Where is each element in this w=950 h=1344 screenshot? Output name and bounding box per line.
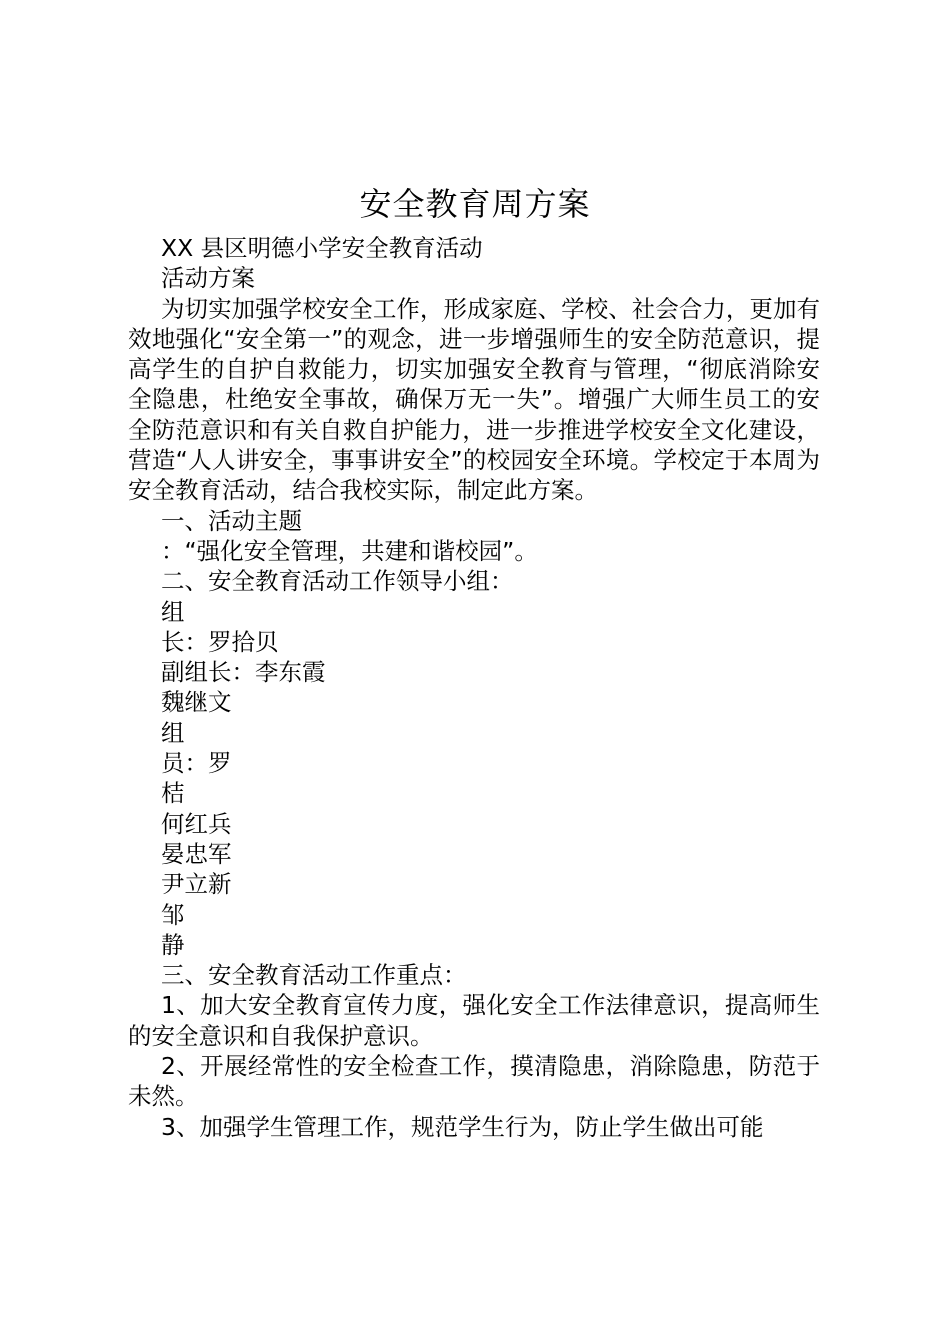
section-1-theme: ：“强化安全管理，共建和谐校园”。 [161, 536, 538, 565]
point-1: 1、加大安全教育宣传力度，强化安全工作法律意识，提高师生的安全意识和自我保护意识。 [128, 991, 820, 1050]
intro-paragraph: 为切实加强学校安全工作，形成家庭、学校、社会合力，更加有效地强化“安全第一”的观念，进一步增强师生的安全防范意识，提高学生的自护自救能力，切实加强安全教育与管理，“彻底消除安全隐患，杜绝安全事故，确保万无一失”。增强广大师生员工的安全防范意识和有关自救自护能力，进一步推进学校安全文化建设，营造“人人讲安全，事事讲安全”的校园安全环境。学校定于本周为安全教育活动，结合我校实际，制定此方案。 [128, 294, 820, 505]
group-line: 尹立新 [161, 870, 232, 899]
point-2: 2、开展经常性的安全检查工作，摸清隐患，消除隐患，防范于未然。 [128, 1052, 820, 1111]
group-line: 组 [161, 718, 185, 747]
group-line: 员：罗 [161, 749, 232, 778]
group-line: 长：罗拾贝 [161, 627, 279, 656]
school-line: XX 县区明德小学安全教育活动 [161, 234, 483, 262]
document-body [128, 233, 820, 1142]
group-line: 静 [161, 930, 185, 959]
group-line: 邹 [161, 900, 185, 929]
group-line: 组 [161, 597, 185, 626]
group-line: 副组长：李东霞 [161, 658, 326, 687]
plan-line: 活动方案 [161, 264, 255, 293]
group-line: 何红兵 [161, 809, 232, 838]
point-3: 3、加强学生管理工作，规范学生行为，防止学生做出可能 [161, 1112, 764, 1141]
section-1-heading: 一、活动主题 [161, 506, 302, 535]
group-line: 晏忠军 [161, 839, 232, 868]
document-title: 安全教育周方案 [359, 185, 591, 223]
group-line: 桔 [161, 779, 185, 808]
group-line: 魏继文 [161, 688, 232, 717]
section-2-heading: 二、安全教育活动工作领导小组： [161, 567, 514, 596]
section-3-heading: 三、安全教育活动工作重点： [161, 961, 467, 990]
